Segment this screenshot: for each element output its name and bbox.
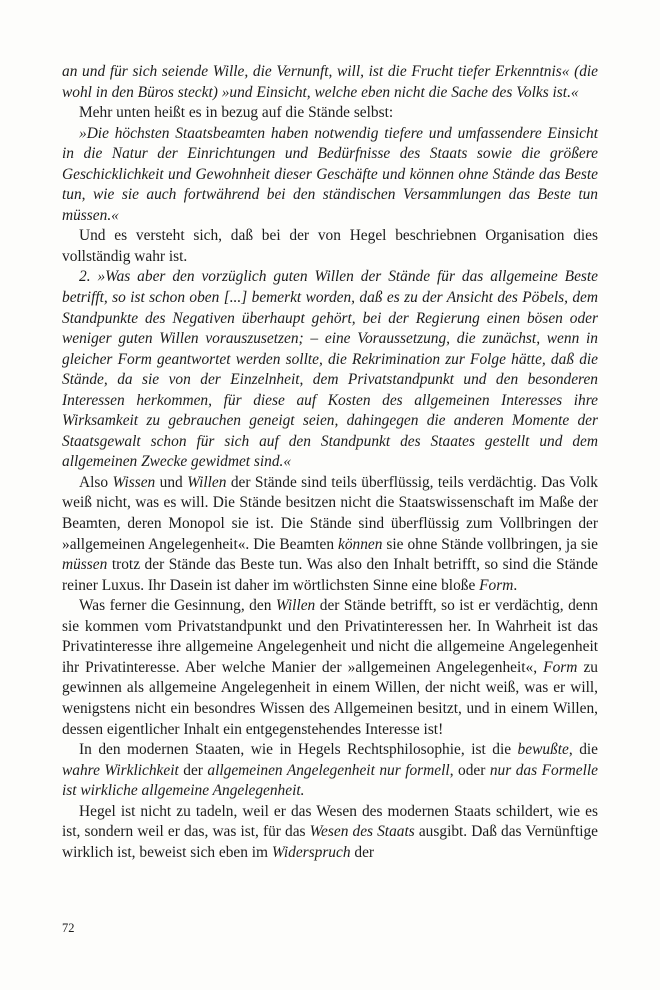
text-segment: zu gewinnen als allgemeine Angelegenheit in einem Willen, der nicht weiß, was er will, wenigstens nicht ein besondres Wissen des Allgemeinen besitzt, und in einem Willen, dessen eigentlicher Inhalt ein entgegenstehendes Interesse ist! [62, 658, 598, 738]
text-segment: ausgibt. Daß das Vernünftige wirklich ist, beweist sich eben im [62, 823, 598, 861]
text-segment: und [155, 473, 188, 491]
text-segment: der [350, 843, 375, 861]
text-segment: Mehr unten heißt es in bezug auf die Stände selbst: [79, 104, 394, 122]
text-segment: Also [79, 473, 113, 491]
paragraph [62, 124, 598, 227]
paragraph [62, 226, 598, 267]
text-segment: der Stände betrifft, so ist er verdächtig, denn sie kommen vom Privatstandpunkt und den Privatinteressen her. In Wahrheit ist das Privatinteresse ihre allgemeine Angelegenheit und nicht die allgemeine Angelegenheit ihr Privatinteresse. Aber welche Manier der »allgemeinen Angelegenheit«, [62, 597, 598, 676]
text-segment: trotz der Stände das Beste tun. Was also den Inhalt betrifft, so sind die Stände reiner Luxus. Ihr Dasein ist daher im wörtlichsten Sinne eine bloße [62, 556, 598, 594]
paragraph [62, 267, 598, 472]
page-number: 72 [62, 921, 75, 935]
text-segment: Hegel ist nicht zu tadeln, weil er das Wesen des modernen Staats schildert, wie es ist, sondern weil er das, was ist, für das [62, 802, 598, 841]
text-segment: . [513, 576, 518, 594]
paragraph [62, 62, 598, 103]
text-segment: der Stände sind teils überflüssig, teils verdächtig. Das Volk weiß nicht, was es will. Die Stände besitzen nicht die Staatswissenschaft im Maße der Beamten, deren Monopol sie ist. Die Stände sind überflüssig zum Vollbringen der »allgemeinen Angelegenheit«. Die Beamten [62, 473, 598, 553]
text-segment: Form [479, 576, 514, 594]
text-segment: Was ferner die Gesinnung, den [79, 597, 276, 615]
page-text [62, 62, 598, 863]
paragraph [62, 596, 598, 740]
text-segment: Wissen [112, 473, 156, 491]
paragraph [62, 802, 598, 864]
paragraph [62, 473, 598, 596]
text-segment: der [178, 761, 208, 779]
text-segment: allgemeinen Angelegenheit nur formell [207, 761, 450, 779]
text-segment: Widerspruch [271, 843, 351, 861]
paragraph [62, 103, 598, 124]
text-segment: sie ohne Stände vollbringen, ja sie [382, 535, 598, 553]
text-segment: »Die höchsten Staatsbeamten haben notwendig tiefere und umfassendere Einsicht in die Natur der Einrichtungen und Bedürfnisse des Staats sowie die größere Geschicklichkeit und Gewohnheit dieser Geschäfte und können ohne Stände das Beste tun, wie sie auch fortwährend bei den ständischen Versammlungen das Beste tun müssen.« [62, 124, 598, 224]
text-segment: Willen [275, 597, 316, 615]
text-segment: , die [568, 741, 598, 759]
text-segment: Form [543, 658, 578, 676]
text-segment: In den modernen Staaten, wie in Hegels Rechtsphilosophie, ist die [79, 741, 518, 759]
text-segment: bewußte [517, 741, 569, 759]
text-segment: nur das Formelle ist wirkliche allgemeine Angelegenheit. [62, 761, 599, 800]
text-segment: können [338, 535, 383, 553]
paragraph [62, 740, 598, 802]
text-segment: Wesen des Staats [309, 823, 415, 841]
text-segment: wahre Wirklichkeit [62, 761, 179, 779]
text-segment: , oder [449, 761, 490, 779]
text-segment: 2. »Was aber den vorzüglich guten Willen der Stände für das allgemeine Beste betrifft, so ist schon oben [...] bemerkt worden, daß es zu der Ansicht des Pöbels, dem Standpunkte des Negativen überhaupt gehört, bei der Regierung einen bösen oder weniger guten Willen vorauszusetzen; – eine Voraussetzung, die zunächst, wenn in gleicher Form geantwortet werden sollte, die Rekrimination zur Folge hätte, daß die Stände, da sie von der Einzelnheit, dem Privatstandpunkt und den besonderen Interessen herkommen, für diese auf Kosten des allgemeinen Interesses ihre Wirksamkeit zu gebrauchen geneigt seien, dahingegen die anderen Momente der Staatsgewalt schon für sich auf den Standpunkt des Staates gestellt und dem allgemeinen Zwecke gewidmet sind.« [62, 268, 598, 471]
text-segment: Willen [187, 473, 227, 491]
text-segment: Und es versteht sich, daß bei der von Hegel beschriebnen Organisation dies vollständig wahr ist. [62, 227, 598, 265]
text-segment: an und für sich seiende Wille, die Vernunft, will, ist die Frucht tiefer Erkenntnis« (die wohl in den Büros steckt) »und Einsicht, welche eben nicht die Sache des Volks ist.« [62, 63, 598, 101]
text-segment: müssen [62, 556, 108, 574]
